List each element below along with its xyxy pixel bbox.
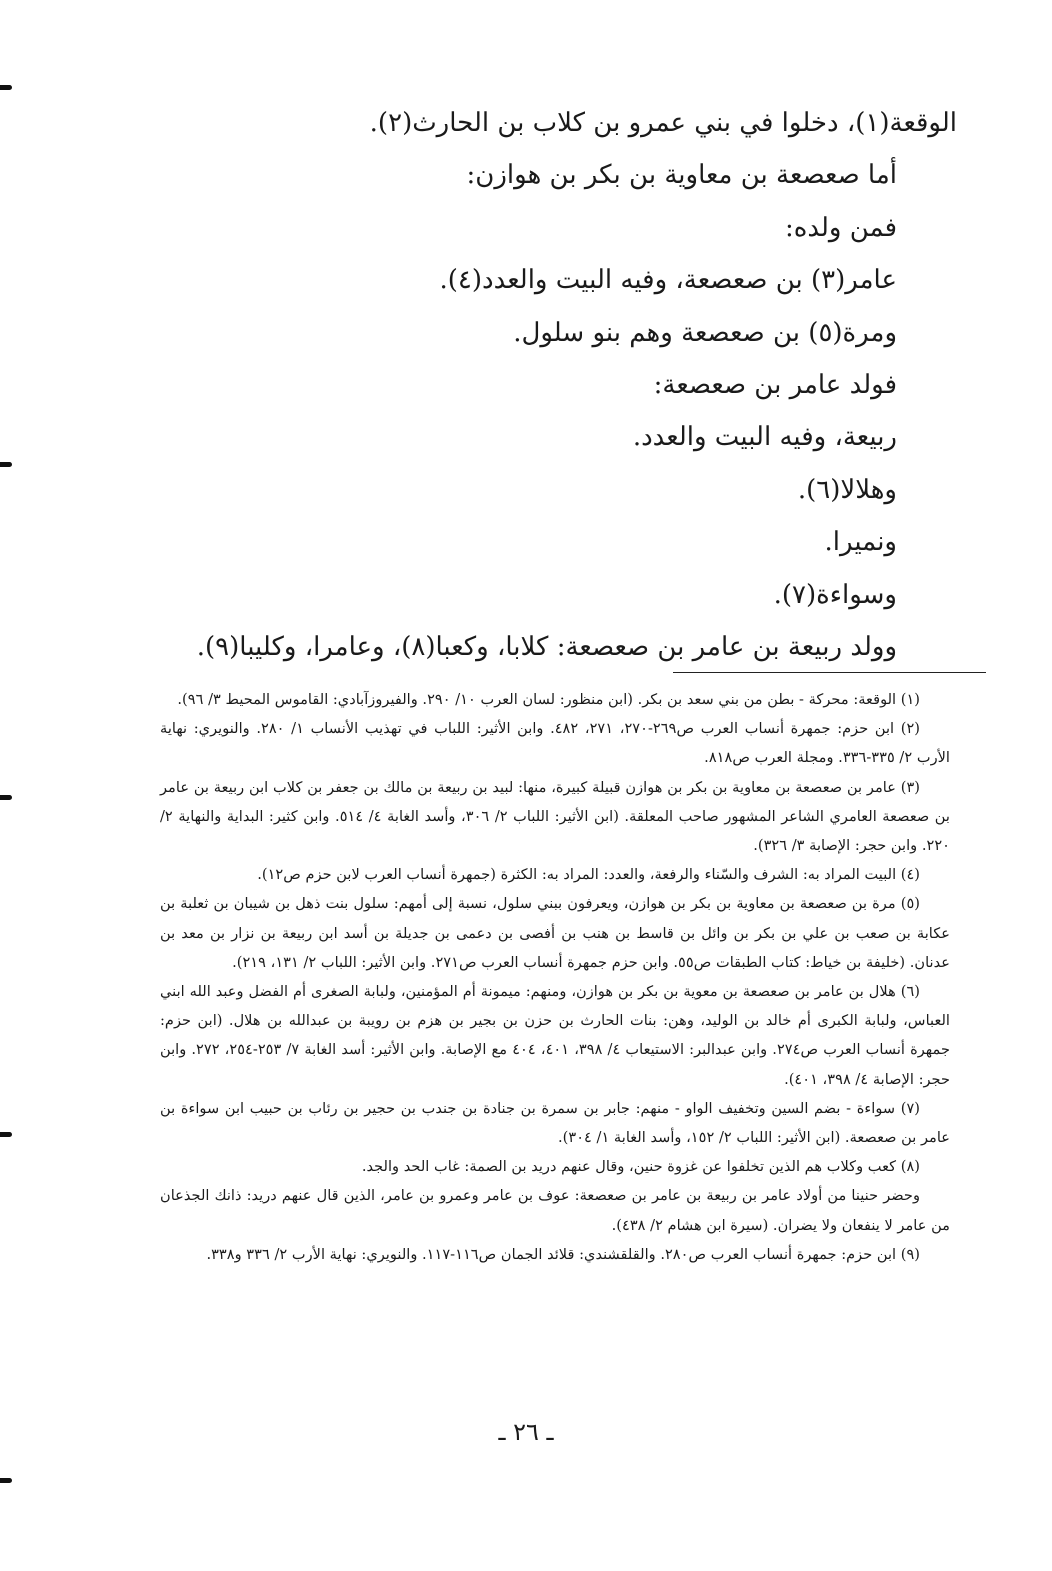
footnote: (١) الوقعة: محركة - بطن من بني سعد بن بكر. (ابن منظور: لسان العرب ١٠/ ٢٩٠. والفيروزآبادي: القاموس المحيط ٣/ ٩٦). (177, 691, 920, 708)
main-line: وهلالا(٦). (797, 474, 897, 505)
scan-edge-mark (0, 1132, 12, 1137)
main-text (97, 97, 957, 673)
footnote: (٥) مرة بن صعصعة بن معاوية بن بكر بن هوازن، ويعرفون ببني سلول، نسبة إلى أمهم: سلول بنت ذهل بن شيبان بن ثعلبة بن عكابة بن صعب بن علي بن بكر بن وائل بن قاسط بن هنب بن أفصى بن دعمى بن جديلة بن أسد ابن ربيعة بن نزار بن معد بن عدنان. (خليفة بن خياط: كتاب الطبقات ص٥٥. وابن حزم جمهرة أنساب العرب ص٢٧١. وابن الأثير: اللباب ٢/ ١٣١، ٢١٩). (160, 895, 950, 971)
footnote: (٣) عامر بن صعصعة بن معاوية بن بكر بن هوازن قبيلة كبيرة، منها: لبيد بن ربيعة بن مالك بن جعفر بن كلاب ابن ربيعة بن عامر بن صعصعة العامري الشاعر المشهور صاحب المعلقة. (ابن الأثير: اللباب ٢/ ٣٠٦، وأسد الغابة ٤/ ٥١٤. وابن كثير: البداية والنهاية ٢/ ٢٢٠. وابن حجر: الإصابة ٣/ ٣٢٦). (160, 778, 950, 855)
footnote: (٨) كعب وكلاب هم الذين تخلفوا عن غزوة حنين، وقال عنهم دريد بن الصمة: غاب الحد والجد. (361, 1158, 920, 1176)
main-line: ونميرا. (824, 527, 897, 558)
main-line: ومرة(٥) بن صعصعة وهم بنو سلول. (513, 317, 897, 348)
main-line: الوقعة(١)، دخلوا في بني عمرو بن كلاب بن الحارث(٢). (369, 108, 957, 138)
footnote: (٤) البيت المراد به: الشرف والسّناء والرفعة، والعدد: المراد به: الكثرة (جمهرة أنساب العرب لابن حزم ص١٢). (257, 866, 920, 884)
main-line: فولد عامر بن صعصعة: (653, 369, 897, 400)
footnote-separator (673, 672, 986, 673)
scan-edge-mark (0, 795, 12, 800)
footnote: (٩) ابن حزم: جمهرة أنساب العرب ص٢٨٠. والقلقشندي: قلائد الجمان ص١١٦-١١٧. والنويري: نهاية الأرب ٢/ ٣٣٦ و٣٣٨. (206, 1245, 920, 1263)
main-line: أما صعصعة بن معاوية بن بكر بن هوازن: (466, 160, 897, 191)
scan-edge-mark (0, 462, 12, 467)
footnote: (٢) ابن حزم: جمهرة أنساب العرب ص٢٦٩-٢٧٠، ٢٧١، ٤٨٢. وابن الأثير: اللباب في تهذيب الأنساب ١/ ٢٨٠. والنويري: نهاية الأرب ٢/ ٣٣٥-٣٣٦. ومجلة العرب ص٨١٨. (160, 720, 950, 767)
main-line: فمن ولده: (784, 212, 897, 243)
scan-edge-mark (0, 1478, 12, 1483)
main-line: عامر(٣) بن صعصعة، وفيه البيت والعدد(٤). (439, 265, 897, 296)
scan-edge-mark (0, 85, 12, 90)
footnote: (٦) هلال بن عامر بن صعصعة بن معوية بن بكر بن هوازن، ومنهم: ميمونة أم المؤمنين، ولبابة الصغرى أم الفضل وعبد الله ابني العباس، ولبابة الكبرى أم خالد بن الوليد، وهن: بنات الحارث بن حزن بن بجير بن هزم بن رويبة بن عبدالله بن هلال. (ابن حزم: جمهرة أنساب العرب ص٢٧٤. وابن عبدالبر: الاستيعاب ٤/ ٣٩٨، ٤٠١، ٤٠٤ مع الإصابة. وابن الأثير: أسد الغابة ٧/ ٢٥٣-٢٥٤، ٢٧٢. وابن حجر: الإصابة ٤/ ٣٩٨، ٤٠١). (160, 983, 950, 1088)
main-line: وسواءة(٧). (773, 579, 897, 610)
page-number: ـ ٢٦ ـ (498, 1418, 554, 1446)
footnote: (٧) سواءة - بضم السين وتخفيف الواو - منهم: جابر بن سمرة بن جنادة بن جندب بن حجير بن رئاب بن حبيب ابن سواءة بن عامر بن صعصعة. (ابن الأثير: اللباب ٢/ ١٥٢، وأسد الغابة ١/ ٣٠٤). (160, 1099, 950, 1147)
footnote-continuation: وحضر حنينا من أولاد عامر بن ربيعة بن عامر بن صعصعة: عوف بن عامر وعمرو بن عامر، الذين قال عنهم دريد: ذانك الجذعان من عامر لا ينفعان ولا يضران. (سيرة ابن هشام ٢/ ٤٣٨). (160, 1187, 950, 1234)
footnotes (160, 685, 950, 1269)
main-line: ربيعة، وفيه البيت والعدد. (632, 422, 897, 453)
main-line: وولد ربيعة بن عامر بن صعصعة: كلابا، وكعبا(٨)، وعامرا، وكليبا(٩). (196, 631, 897, 662)
